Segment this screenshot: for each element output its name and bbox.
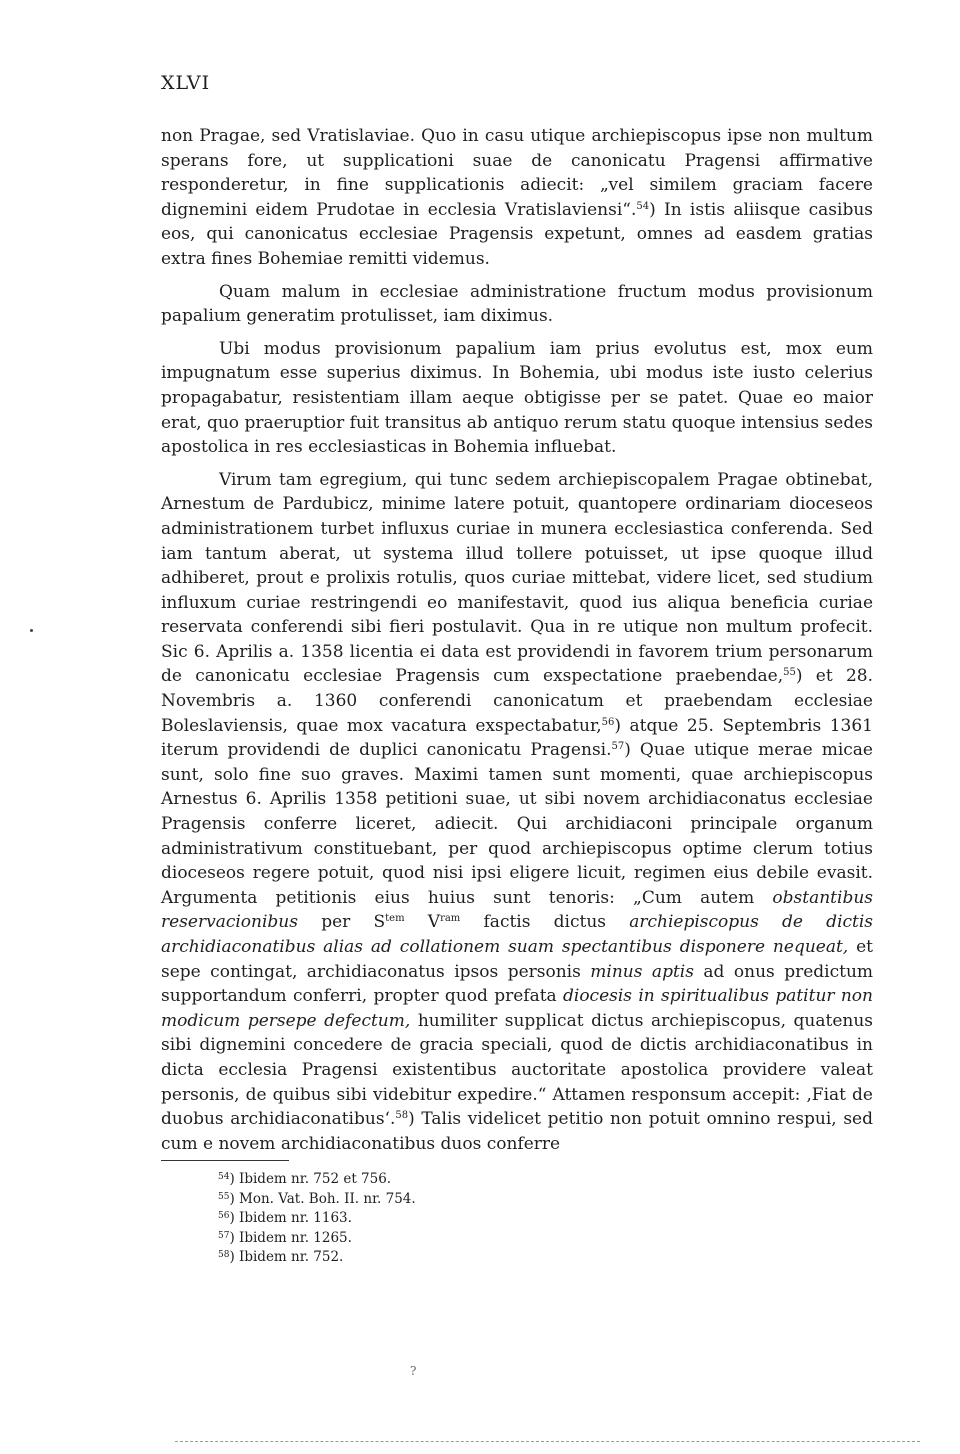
footnote-number: 56 (218, 1211, 230, 1221)
text-run: ) Talis videlicet petitio non potuit omnino respui, sed cum e novem archidiaconatibus duos conferre (161, 1109, 874, 1154)
text-run: factis dictus (483, 912, 607, 933)
text-run: ) et 28. Novembris a. 1360 conferendi canonicatum et praebendam ecclesiae Boleslaviensis, quae mox vacatura exspectabatur, (161, 666, 873, 736)
footnote-text: ) Ibidem nr. 752 et 756. (229, 1171, 392, 1187)
paragraph-1 (161, 124, 873, 272)
footnote-ref-54: 54 (636, 200, 650, 212)
italic-phrase: minus aptis (590, 961, 694, 982)
text-run: et sepe contingat, archidiaconatus ipsos personis (161, 937, 874, 982)
margin-dot (30, 629, 33, 632)
footnote-number: 55 (218, 1191, 230, 1202)
text-run: ) atque 25. Septembris 1361 iterum providendi de duplici canonicatu Pragensi. (161, 715, 873, 761)
italic-phrase: diocesis in spiritualibus patitur non modicum persepe defectum, (161, 986, 873, 1031)
footnote-text: ) Mon. Vat. Boh. II. nr. 754. (229, 1190, 416, 1207)
stray-mark: ? (410, 1364, 417, 1378)
paragraph-4 (161, 468, 873, 1157)
text-run: Virum tam egregium, qui tunc sedem archiepiscopalem Pragae obtinebat, Arnestum de Pardubicz, minime latere potuit, quantopere ordinariam dioceseos administrationem turbet influxus curiae in munera ecclesiastica conferenda. Sed iam tantum aberat, ut systema illud tollere potuisset, ut ipse quoque illud adhiberet, prout e prolixis rotulis, quos curiae mittebat, videre licet, sed studium influxum curiae restringendi eo manifestavit, quod ius aliqua beneficia curiae reservata conferendi sibi fieri postulavit. Qua in re utique non multum profecit. Sic 6. Aprilis a. 1358 licentia ei data est providendi in favorem trium personarum de canonicatu ecclesiae Pragensis cum exspectatione praebendae, (161, 469, 873, 687)
paragraph-2: Quam malum in ecclesiae administratione fructum modus provisionum papalium generatim protulisset, iam diximus. (161, 281, 873, 327)
footnote-ref-55: 55 (783, 667, 796, 679)
text-run: V (404, 912, 441, 933)
superscript-tem: tem (385, 913, 405, 925)
text-run: ad onus predictum supportandum conferri, propter quod prefata (161, 961, 874, 1007)
footnote-58 (218, 1248, 416, 1268)
footnote-56 (218, 1209, 416, 1229)
footnote-number: 57 (218, 1230, 230, 1241)
text-run: ) In istis aliisque casibus eos, qui canonicatus ecclesiae Pragensis expetunt, omnes ad easdem gratias extra fines Bohemiae remitti videmus. (161, 199, 874, 269)
footnote-ref-57: 57 (611, 741, 625, 753)
footnote-54 (218, 1170, 416, 1190)
page-number: XLVI (161, 72, 211, 94)
footnote-number: 54 (218, 1172, 230, 1182)
page-bottom-edge (175, 1441, 920, 1442)
footnote-text: ) Ibidem nr. 1163. (229, 1210, 352, 1226)
footnote-55 (218, 1190, 416, 1210)
body-text (161, 124, 873, 1164)
footnote-number: 58 (218, 1250, 230, 1260)
footnote-57 (218, 1229, 416, 1249)
footnote-text: ) Ibidem nr. 1265. (229, 1229, 352, 1246)
italic-phrase: archiepiscopus de dictis archidiaconatibus alias ad collationem suam spectantibus disponere nequeat, (161, 912, 874, 957)
paragraph-3: Ubi modus provisionum papalium iam prius evolutus est, mox eum impugnatum esse superius diximus. In Bohemia, ubi modus iste iusto celerius propagabatur, resistentiam illam aeque obtigisse per se patet. Quae eo maior erat, quo praeruptior fuit transitus ab antiquo rerum statu quoque intensius sedes apostolica in res ecclesiasticas in Bohemia influebat. (161, 338, 873, 458)
footnote-ref-58: 58 (395, 1110, 409, 1122)
text-run: per S (321, 912, 386, 933)
footnotes (218, 1170, 416, 1268)
footnote-text: ) Ibidem nr. 752. (229, 1249, 344, 1265)
footnote-divider (161, 1160, 289, 1161)
italic-phrase: obstantibus reservacionibus (161, 887, 874, 933)
superscript-ram: ram (440, 913, 461, 925)
text-run: ) Quae utique merae micae sunt, solo fine suo graves. Maximi tamen sunt momenti, quae archiepiscopus Arnestus 6. Aprilis 1358 petitioni suae, ut sibi novem archidiaconatus ecclesiae Pragensis conferre liceret, adiecit. Qui archidiaconi principale organum administrativum constituebant, per quod archiepiscopus optime clerum totius dioceseos regere potuit, quod nisi ipsi eligere licuit, regimen eius debile evasit. Argumenta petitionis eius huius sunt tenoris: „Cum autem (161, 740, 873, 908)
text-run: humiliter supplicat dictus archiepiscopus, quatenus sibi dignemini concedere de gracia speciali, quod de dictis archidiaconatibus in dicta ecclesia Pragensi existentibus auctoritate apostolica providere valeat personis, de quibus sibi videbitur expedire.“ Attamen responsum accepit: ‚Fiat de duobus archidiaconatibus‘. (161, 1010, 873, 1130)
text-run: non Pragae, sed Vratislaviae. Quo in casu utique archiepiscopus ipse non multum sperans fore, ut supplicationi suae de canonicatu Pragensi affirmative responderetur, in fine supplicationis adiecit: „vel similem graciam facere dignemini eidem Prudotae in ecclesia Vratislaviensi“. (161, 126, 873, 220)
footnote-ref-56: 56 (601, 716, 615, 728)
